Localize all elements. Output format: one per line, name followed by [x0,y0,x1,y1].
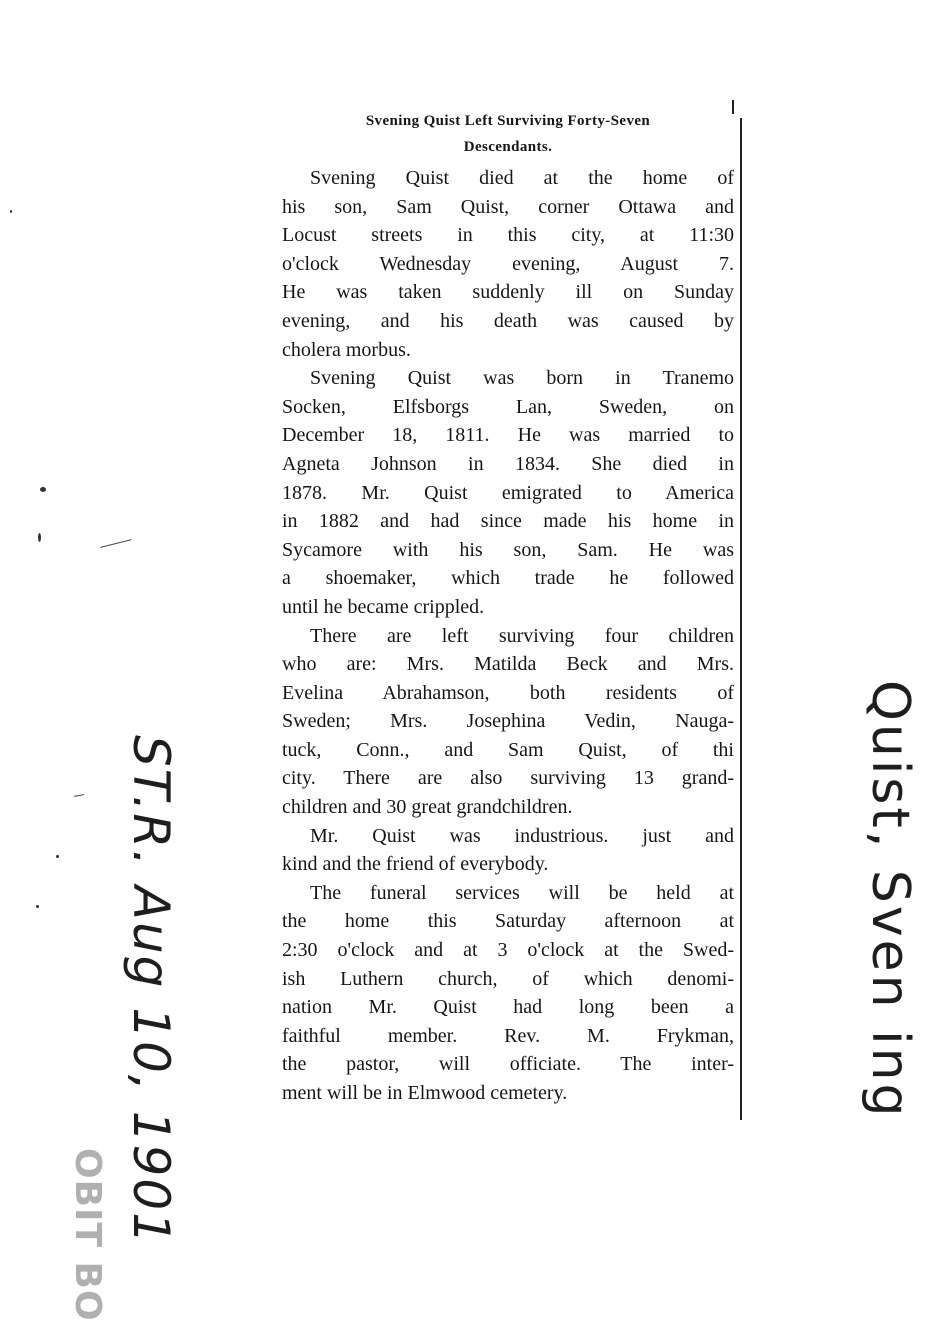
newspaper-clipping [282,108,734,1108]
scan-speck [40,487,46,492]
article-line: December 18, 1811. He was married to [282,424,734,447]
handwritten-subject-name: Quist, Sven ing [860,680,920,1120]
article-paragraph [282,822,734,879]
article-line: 1878. Mr. Quist emigrated to America [282,481,734,504]
article-line: faithful member. Rev. M. Frykman, [282,1024,734,1047]
article-paragraph [282,622,734,822]
article-line: There are left surviving four children [310,624,734,647]
article-line: the pastor, will officiate. The inter- [282,1053,734,1076]
article-line: Agneta Johnson in 1834. She died in [282,452,734,475]
headline-line-1: Svening Quist Left Surviving Forty-Seven [365,113,651,129]
article-line: Locust streets in this city, at 11:30 [282,224,734,247]
article-line: the home this Saturday afternoon at [282,910,734,933]
article-line: in 1882 and had since made his home in [282,510,734,533]
article-line: The funeral services will be held at [310,881,734,904]
article-line: Sweden; Mrs. Josephina Vedin, Nauga- [282,710,734,733]
scan-mark [74,794,84,797]
article-line: children and 30 great grandchildren. [282,796,573,819]
article-line: He was taken suddenly ill on Sunday [282,281,734,304]
article-line: o'clock Wednesday evening, August 7. [282,252,734,275]
scan-speck [56,855,59,858]
article-paragraph [282,364,734,621]
article-line: evening, and his death was caused by [282,309,734,332]
scan-speck [10,210,12,213]
headline-line-2: Descendants. [463,139,553,155]
article-line: Evelina Abrahamson, both residents of [282,681,734,704]
article-line: who are: Mrs. Matilda Beck and Mrs. [282,653,734,676]
article-line: city. There are also surviving 13 grand- [282,767,734,790]
article-paragraph [282,164,734,364]
scan-speck [36,905,39,908]
article-line: Socken, Elfsborgs Lan, Sweden, on [282,395,734,418]
article-line: tuck, Conn., and Sam Quist, of thi [282,738,734,761]
article-line: a shoemaker, which trade he followed [282,567,734,590]
article-headline [282,108,734,160]
column-rule [740,118,742,1120]
article-line: kind and the friend of everybody. [282,853,549,876]
article-line: until he became crippled. [282,595,485,618]
article-line: Svening Quist was born in Tranemo [310,367,734,390]
article-line: ish Luthern church, of which denomi- [282,967,734,990]
article-body [282,164,734,1108]
handwritten-source-date: ST.R. Aug 10, 1901 [122,735,180,1246]
article-line: Mr. Quist was industrious. just and [310,824,734,847]
scan-mark [100,539,131,548]
article-line: Svening Quist died at the home of [310,167,734,189]
article-paragraph [282,879,734,1108]
article-line: cholera morbus. [282,338,411,361]
article-line: nation Mr. Quist had long been a [282,996,734,1019]
article-line: ment will be in Elmwood cemetery. [282,1082,568,1104]
article-line: 2:30 o'clock and at 3 o'clock at the Swed- [282,939,734,962]
obit-book-stamp: OBIT BO [67,1148,108,1322]
article-line: Sycamore with his son, Sam. He was [282,538,734,561]
scan-speck [38,533,41,542]
article-line: his son, Sam Quist, corner Ottawa and [282,195,734,218]
